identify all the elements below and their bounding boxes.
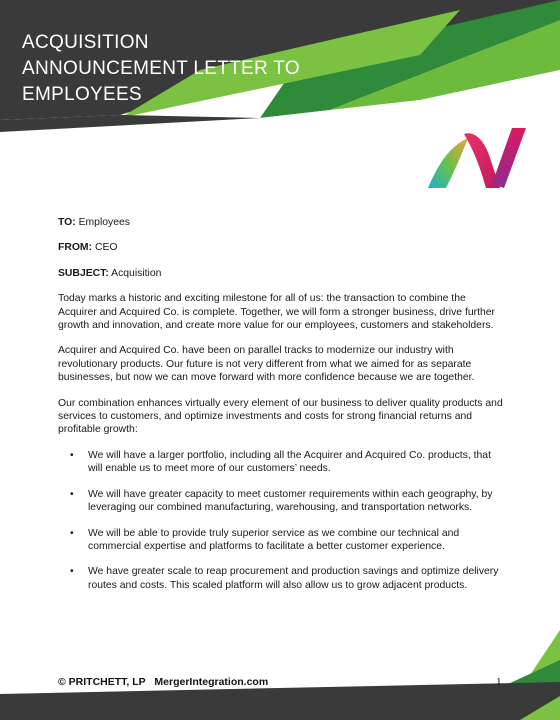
memo-from-value: CEO (94, 242, 118, 254)
memo-subject-value: Acquisition (111, 267, 162, 279)
list-item (70, 488, 506, 515)
footer-copyright: © PRITCHETT, LP (58, 676, 146, 688)
list-item-text: We will have greater capacity to meet customer requirements within each geography, by leveraging our combined manufacturing, warehousing, and transportation networks. (88, 488, 493, 514)
memo-subject (58, 267, 506, 280)
bullet-icon: • (70, 566, 74, 578)
page-title-line: ACQUISITION (22, 32, 149, 53)
logo-right-stroke (492, 128, 526, 188)
footer-site-link[interactable]: MergerIntegration.com (154, 676, 269, 688)
list-item-text: We will have a larger portfolio, including all the Acquirer and Acquired Co. products, that will enable us to meet more of our customers’ needs. (88, 449, 491, 475)
list-item (70, 565, 506, 592)
page-title-line: EMPLOYEES (22, 84, 142, 105)
list-item-text: We will be able to provide truly superior service as we combine our technical and commercial expertise and platforms to facilitate a better customer experience. (88, 527, 460, 552)
benefits-list (58, 449, 506, 592)
memo-subject-label: SUBJECT: (58, 267, 109, 279)
body-paragraph: Today marks a historic and exciting milestone for all of us: the transaction to combine the Acquirer and Acquired Co. is complete. Together, we will form a stronger business, drive further growth and innovation, and create more value for our employees, customers and stakeholders. (58, 293, 495, 332)
logo-left-stroke (428, 138, 468, 188)
page-title-line: ANNOUNCEMENT LETTER TO (22, 58, 300, 79)
page-title (22, 30, 322, 108)
bullet-icon: • (70, 488, 74, 500)
letter-body (58, 216, 506, 604)
footer-credits (58, 676, 268, 688)
bullet-icon: • (70, 527, 74, 539)
memo-from (58, 241, 506, 254)
body-paragraph: Our combination enhances virtually every element of our business to deliver quality products and services to customers, and optimize investments and costs for strong financial returns and profitable growth: (58, 397, 503, 436)
memo-to-value: Employees (78, 217, 130, 228)
bullet-icon: • (70, 449, 74, 461)
list-item (70, 527, 506, 554)
page-number: 1 (496, 676, 502, 688)
company-logo-icon (424, 124, 530, 192)
list-item-text: We have greater scale to reap procurement and production savings and optimize delivery routes and costs. This scaled platform will also allow us to grow adjacent products. (88, 566, 499, 591)
footer-banner (0, 630, 560, 720)
list-item (70, 449, 506, 476)
memo-from-label: FROM: (58, 242, 93, 254)
memo-to (58, 216, 506, 229)
body-paragraph: Acquirer and Acquired Co. have been on parallel tracks to modernize our industry with revolutionary products. Our future is not very different from what we aimed for as separate businesses, but now we can move forward with more confidence because we are together. (58, 345, 475, 384)
memo-to-label: TO: (58, 217, 76, 228)
